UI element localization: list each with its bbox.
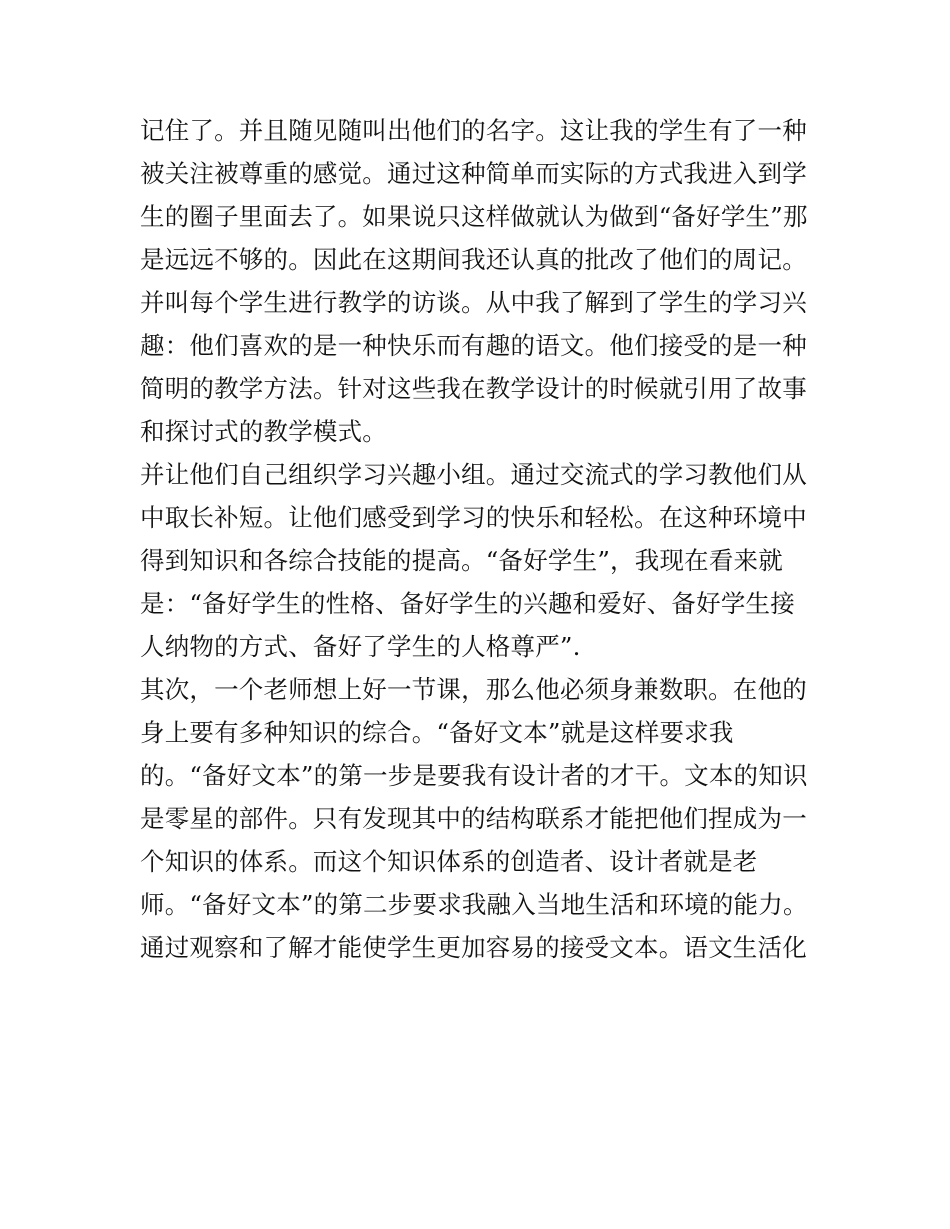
text-line-13: 人纳物的方式、备好了学生的人格尊严”. bbox=[140, 632, 581, 661]
text-line-10: 中取长补短。让他们感受到学习的快乐和轻松。在这种环境中 bbox=[140, 503, 807, 532]
text-line-16: 的。“备好文本”的第一步是要我有设计者的才干。文本的知识 bbox=[140, 761, 808, 790]
text-line-4: 是远远不够的。因此在这期间我还认真的批改了他们的周记。 bbox=[140, 245, 807, 274]
text-line-1: 记住了。并且随见随叫出他们的名字。这让我的学生有了一种 bbox=[140, 116, 807, 145]
text-line-8: 和探讨式的教学模式。 bbox=[140, 417, 387, 446]
text-line-7: 简明的教学方法。针对这些我在教学设计的时候就引用了故事 bbox=[140, 374, 807, 403]
body-text bbox=[140, 109, 830, 969]
text-line-15: 身上要有多种知识的综合。“备好文本”就是这样要求我 bbox=[140, 718, 734, 747]
text-line-19: 师。“备好文本”的第二步要求我融入当地生活和环境的能力。 bbox=[140, 890, 808, 919]
text-line-6: 趣：他们喜欢的是一种快乐而有趣的语文。他们接受的是一种 bbox=[140, 331, 807, 360]
text-line-12: 是：“备好学生的性格、备好学生的兴趣和爱好、备好学生接 bbox=[140, 589, 795, 618]
text-line-11: 得到知识和各综合技能的提高。“备好学生”，我现在看来就 bbox=[140, 546, 783, 575]
text-line-18: 个知识的体系。而这个知识体系的创造者、设计者就是老 bbox=[140, 847, 758, 876]
text-line-3: 生的圈子里面去了。如果说只这样做就认为做到“备好学生”那 bbox=[140, 202, 808, 231]
text-line-9: 并让他们自己组织学习兴趣小组。通过交流式的学习教他们从 bbox=[140, 460, 807, 489]
text-line-14: 其次，一个老师想上好一节课，那么他必须身兼数职。在他的 bbox=[140, 675, 807, 704]
text-line-5: 并叫每个学生进行教学的访谈。从中我了解到了学生的学习兴 bbox=[140, 288, 807, 317]
text-line-2: 被关注被尊重的感觉。通过这种简单而实际的方式我进入到学 bbox=[140, 159, 807, 188]
text-line-17: 是零星的部件。只有发现其中的结构联系才能把他们捏成为一 bbox=[140, 804, 807, 833]
text-line-20: 通过观察和了解才能使学生更加容易的接受文本。语文生活化 bbox=[140, 933, 807, 962]
